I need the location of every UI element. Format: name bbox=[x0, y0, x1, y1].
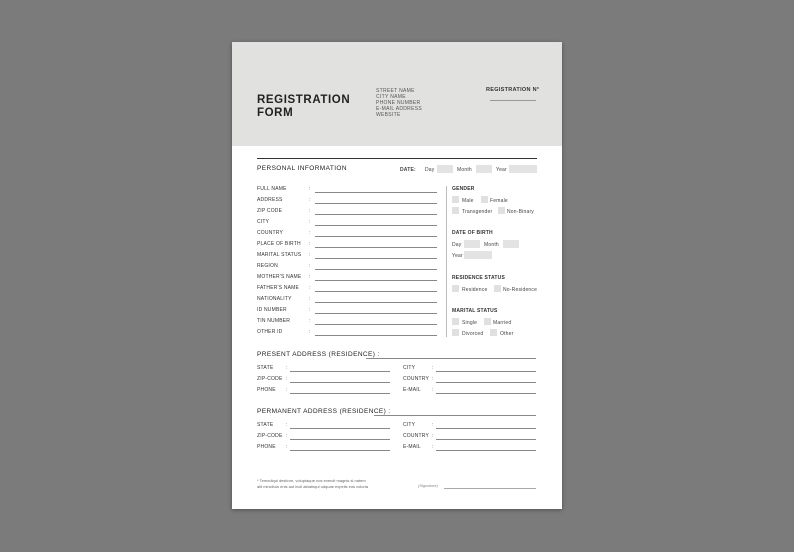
personal-info-title: PERSONAL INFORMATION bbox=[257, 165, 347, 172]
place-of-birth-field[interactable] bbox=[315, 247, 437, 248]
fathers-name-label: FATHER'S NAME bbox=[257, 285, 300, 291]
registration-number-label: REGISTRATION N° bbox=[486, 87, 540, 93]
present-address-field[interactable] bbox=[366, 358, 536, 359]
organization-address: STREET NAME CITY NAME PHONE NUMBER E-MAIL ADDRESS WEBSITE bbox=[376, 88, 422, 118]
form-header bbox=[232, 42, 562, 146]
no-residence-label: No-Residence bbox=[503, 287, 538, 293]
male-label: Male bbox=[462, 198, 474, 204]
place-of-birth-label: PLACE OF BIRTH bbox=[257, 241, 301, 247]
region-field[interactable] bbox=[315, 269, 437, 270]
dob-title: DATE OF BIRTH bbox=[452, 230, 493, 236]
address-field[interactable] bbox=[315, 203, 437, 204]
permanent-email-label: E-MAIL bbox=[403, 444, 421, 450]
permanent-zip-label: ZIP-CODE bbox=[257, 433, 283, 439]
married-checkbox[interactable] bbox=[484, 318, 491, 325]
id-number-label: ID NUMBER bbox=[257, 307, 287, 313]
permanent-state-label: STATE bbox=[257, 422, 274, 428]
female-label: Female bbox=[490, 198, 508, 204]
residence-label: Residence bbox=[462, 287, 488, 293]
other-id-field[interactable] bbox=[315, 335, 437, 336]
other-checkbox[interactable] bbox=[490, 329, 497, 336]
signature-label: (Signature) bbox=[418, 483, 438, 488]
permanent-country-label: COUNTRY bbox=[403, 433, 430, 439]
transgender-label: Transgender bbox=[462, 209, 493, 215]
gender-title: GENDER bbox=[452, 186, 475, 192]
present-city-field[interactable] bbox=[436, 371, 536, 372]
permanent-address-title: PERMANENT ADDRESS (RESIDENCE) : bbox=[257, 408, 391, 415]
present-phone-field[interactable] bbox=[290, 393, 390, 394]
dob-month-field[interactable] bbox=[503, 240, 519, 248]
mothers-name-label: MOTHER'S NAME bbox=[257, 274, 302, 280]
nationality-label: NATIONALITY bbox=[257, 296, 292, 302]
divorced-checkbox[interactable] bbox=[452, 329, 459, 336]
dob-year-label: Year bbox=[452, 253, 463, 259]
residence-checkbox[interactable] bbox=[452, 285, 459, 292]
other-id-label: OTHER ID bbox=[257, 329, 283, 335]
nationality-field[interactable] bbox=[315, 302, 437, 303]
single-label: Single bbox=[462, 320, 478, 326]
date-day-field[interactable] bbox=[437, 165, 453, 173]
married-label: Married bbox=[493, 320, 512, 326]
permanent-phone-field[interactable] bbox=[290, 450, 390, 451]
single-checkbox[interactable] bbox=[452, 318, 459, 325]
country-label: COUNTRY bbox=[257, 230, 284, 236]
non-binary-checkbox[interactable] bbox=[498, 207, 505, 214]
date-label: DATE: bbox=[400, 167, 416, 173]
registration-form-page: REGISTRATION FORM STREET NAME CITY NAME PHONE NUMBER E-MAIL ADDRESS WEBSITE REGISTRATION N° PERSONAL INFORMATION DATE: Day Month Year FULL NAME : ADDRESS : ZIP CODE : CITY : COUNTRY : PLACE OF BIRTH : MARITAL STATUS : REGION : MOTHER'S NAME : FATHER'S NAME : NATIONALITY : ID NUMBER : TIN NUMBER : OTHER ID : GENDER Male Female Transgender Non-Binary DATE OF BIRTH Day Month Year RESIDENCE STATUS Residence No-Residence MARITAL STATUS Single Married Divorced Other PRESENT ADDRESS (RESIDENCE) : STATE : ZIP-CODE : PHONE : CITY : COUNTRY : E-MAIL : PERMANENT ADDRESS (RESIDENCE) : STATE : ZIP-CODE : PHONE : CITY : COUNTRY : E-MAIL : * Temodiqui destiore, voluptaque nos exercit magnis si natem alit mincibus enis aut incil aktatnqui odquae expelis eos voloria (Signature) bbox=[232, 42, 562, 509]
zip-code-field[interactable] bbox=[315, 214, 437, 215]
residence-status-title: RESIDENCE STATUS bbox=[452, 275, 506, 281]
permanent-phone-label: PHONE bbox=[257, 444, 276, 450]
present-email-label: E-MAIL bbox=[403, 387, 421, 393]
no-residence-checkbox[interactable] bbox=[494, 285, 501, 292]
registration-number-field[interactable] bbox=[490, 100, 536, 101]
permanent-email-field[interactable] bbox=[436, 450, 536, 451]
present-state-field[interactable] bbox=[290, 371, 390, 372]
other-label: Other bbox=[500, 331, 514, 337]
marital-status-title: MARITAL STATUS bbox=[452, 308, 498, 314]
column-divider bbox=[446, 186, 447, 337]
dob-day-field[interactable] bbox=[464, 240, 480, 248]
fathers-name-field[interactable] bbox=[315, 291, 437, 292]
date-day-label: Day bbox=[425, 167, 435, 173]
full-name-label: FULL NAME bbox=[257, 186, 287, 192]
present-zip-field[interactable] bbox=[290, 382, 390, 383]
full-name-field[interactable] bbox=[315, 192, 437, 193]
marital-status-field[interactable] bbox=[315, 258, 437, 259]
address-label: ADDRESS bbox=[257, 197, 283, 203]
date-month-field[interactable] bbox=[476, 165, 492, 173]
city-field[interactable] bbox=[315, 225, 437, 226]
region-label: REGION bbox=[257, 263, 278, 269]
dob-day-label: Day bbox=[452, 242, 462, 248]
marital-status-label: MARITAL STATUS bbox=[257, 252, 302, 258]
female-checkbox[interactable] bbox=[481, 196, 488, 203]
permanent-city-field[interactable] bbox=[436, 428, 536, 429]
form-title: REGISTRATION FORM bbox=[257, 94, 351, 119]
present-zip-label: ZIP-CODE bbox=[257, 376, 283, 382]
tin-number-field[interactable] bbox=[315, 324, 437, 325]
permanent-country-field[interactable] bbox=[436, 439, 536, 440]
present-country-field[interactable] bbox=[436, 382, 536, 383]
non-binary-label: Non-Binary bbox=[507, 209, 535, 215]
permanent-city-label: CITY bbox=[403, 422, 416, 428]
date-year-label: Year bbox=[496, 167, 507, 173]
section-divider bbox=[257, 158, 537, 159]
dob-year-field[interactable] bbox=[464, 251, 492, 259]
male-checkbox[interactable] bbox=[452, 196, 459, 203]
present-address-title: PRESENT ADDRESS (RESIDENCE) : bbox=[257, 351, 380, 358]
zip-code-label: ZIP CODE bbox=[257, 208, 283, 214]
signature-field[interactable] bbox=[444, 488, 536, 489]
present-phone-label: PHONE bbox=[257, 387, 276, 393]
present-country-label: COUNTRY bbox=[403, 376, 430, 382]
date-month-label: Month bbox=[457, 167, 472, 173]
tin-number-label: TIN NUMBER bbox=[257, 318, 291, 324]
footer-note: * Temodiqui destiore, voluptaque nos exercit magnis si natem alit mincibus enis aut incil aktatnqui odquae expelis eos voloria bbox=[257, 478, 368, 489]
permanent-zip-field[interactable] bbox=[290, 439, 390, 440]
present-email-field[interactable] bbox=[436, 393, 536, 394]
id-number-field[interactable] bbox=[315, 313, 437, 314]
city-label: CITY bbox=[257, 219, 270, 225]
dob-month-label: Month bbox=[484, 242, 499, 248]
mothers-name-field[interactable] bbox=[315, 280, 437, 281]
transgender-checkbox[interactable] bbox=[452, 207, 459, 214]
country-field[interactable] bbox=[315, 236, 437, 237]
divorced-label: Divorced bbox=[462, 331, 484, 337]
date-year-field[interactable] bbox=[509, 165, 537, 173]
present-state-label: STATE bbox=[257, 365, 274, 371]
permanent-state-field[interactable] bbox=[290, 428, 390, 429]
present-city-label: CITY bbox=[403, 365, 416, 371]
permanent-address-field[interactable] bbox=[374, 415, 536, 416]
